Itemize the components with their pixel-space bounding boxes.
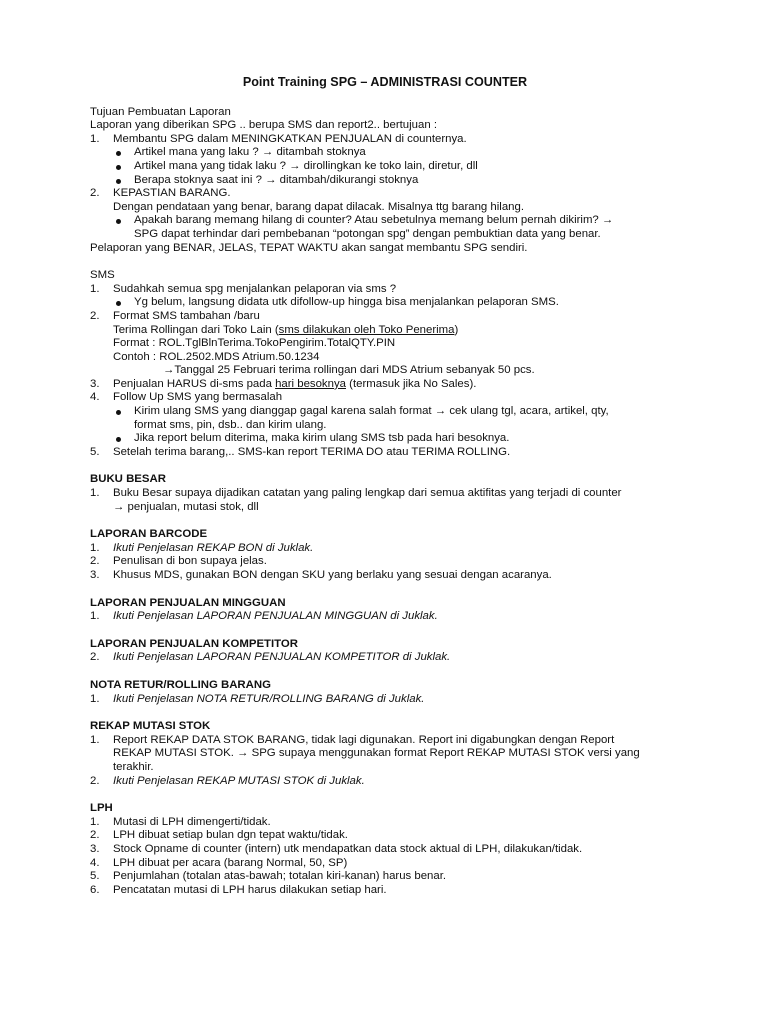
sms-format-line: Format : ROL.TglBlnTerima.TokoPengirim.TotalQTY.PIN bbox=[113, 337, 396, 350]
section-heading: NOTA RETUR/ROLLING BARANG bbox=[90, 678, 271, 691]
section-heading: LAPORAN PENJUALAN MINGGUAN bbox=[90, 596, 286, 609]
list-text: Pencatatan mutasi di LPH harus dilakukan setiap hari. bbox=[113, 883, 387, 896]
text-segment: Terima Rollingan dari Toko Lain ( bbox=[113, 323, 279, 336]
section-heading: LAPORAN PENJUALAN KOMPETITOR bbox=[90, 637, 298, 650]
text-segment: Penjualan HARUS di-sms pada bbox=[113, 377, 276, 390]
list-number: 2. bbox=[90, 651, 100, 664]
text-segment: (termasuk jika No Sales). bbox=[346, 377, 477, 390]
list-item bbox=[90, 283, 680, 297]
list-text: KEPASTIAN BARANG. bbox=[113, 187, 231, 200]
list-text-continuation: terakhir. bbox=[113, 760, 154, 773]
list-number: 1. bbox=[90, 733, 100, 746]
section-tujuan bbox=[90, 106, 680, 256]
list-number: 2. bbox=[90, 829, 100, 842]
list-item bbox=[90, 487, 680, 514]
list-number: 1. bbox=[90, 815, 100, 828]
section-buku-besar bbox=[90, 473, 680, 514]
list-item bbox=[90, 651, 680, 665]
list-number: 2. bbox=[90, 187, 100, 200]
list-number: 1. bbox=[90, 132, 100, 145]
list-number: 3. bbox=[90, 569, 100, 581]
list-number: 3. bbox=[90, 377, 100, 390]
list-item bbox=[90, 775, 680, 789]
list-item bbox=[90, 378, 680, 392]
section-heading: REKAP MUTASI STOK bbox=[90, 720, 211, 733]
list-item bbox=[90, 870, 680, 884]
list-text: Ikuti Penjelasan LAPORAN PENJUALAN KOMPETITOR di Juklak. bbox=[113, 651, 451, 664]
list-text: Buku Besar supaya dijadikan catatan yang paling lengkap dari semua aktifitas yang terjadi di counter bbox=[113, 487, 622, 500]
section-rekap-mutasi bbox=[90, 720, 680, 788]
sms-example-line: Contoh : ROL.2502.MDS Atrium.50.1234 bbox=[113, 350, 320, 363]
list-item bbox=[90, 610, 680, 624]
list-item bbox=[90, 884, 680, 898]
list-number: 4. bbox=[90, 856, 100, 869]
paragraph: Laporan yang diberikan SPG .. berupa SMS dan report2.. bertujuan : bbox=[90, 119, 437, 132]
list-item bbox=[90, 857, 680, 871]
bullet-item: Kirim ulang SMS yang dianggap gagal karena salah format → cek ulang tgl, acara, artikel, qty, bbox=[90, 405, 680, 419]
list-item bbox=[90, 446, 680, 460]
paragraph bbox=[90, 324, 680, 338]
section-heading: SMS bbox=[90, 269, 115, 282]
list-text: LPH dibuat setiap bulan dgn tepat waktu/tidak. bbox=[113, 829, 348, 842]
section-sms bbox=[90, 269, 680, 459]
list-item bbox=[90, 555, 680, 569]
bullet-item: Apakah barang memang hilang di counter? Atau sebetulnya memang belum pernah dikirim? → bbox=[90, 214, 680, 228]
section-laporan-barcode bbox=[90, 528, 680, 582]
section-heading: BUKU BESAR bbox=[90, 473, 166, 486]
list-text: Report REKAP DATA STOK BARANG, tidak lagi digunakan. Report ini digabungkan dengan Report bbox=[113, 733, 615, 746]
list-text: Mutasi di LPH dimengerti/tidak. bbox=[113, 815, 271, 828]
list-number: 2. bbox=[90, 555, 100, 568]
list-text: Stock Opname di counter (intern) utk mendapatkan data stock aktual di LPH, dilakukan/tidak. bbox=[113, 842, 583, 855]
list-number: 1. bbox=[90, 541, 100, 554]
bullet-item: Yg belum, langsung didata utk difollow-up hingga bisa menjalankan pelaporan SMS. bbox=[90, 296, 680, 310]
list-text: Ikuti Penjelasan LAPORAN PENJUALAN MINGGUAN di Juklak. bbox=[113, 610, 438, 623]
list-item bbox=[90, 829, 680, 843]
list-number: 4. bbox=[90, 391, 100, 404]
list-text: Penjumlahan (totalan atas-bawah; totalan kiri-kanan) harus benar. bbox=[113, 870, 447, 883]
list-text bbox=[113, 378, 680, 392]
list-item bbox=[90, 569, 680, 583]
bullet-continuation: format sms, pin, dsb.. dan kirim ulang. bbox=[134, 418, 327, 431]
bullet-item: Artikel mana yang laku ? → ditambah stoknya bbox=[90, 146, 680, 160]
list-text-continuation: REKAP MUTASI STOK. → SPG supaya menggunakan format Report REKAP MUTASI STOK versi yang bbox=[113, 747, 640, 760]
list-text-continuation: → penjualan, mutasi stok, dll bbox=[113, 500, 259, 513]
list-number: 5. bbox=[90, 870, 100, 883]
list-text: Penulisan di bon supaya jelas. bbox=[113, 555, 267, 568]
list-number: 6. bbox=[90, 883, 100, 896]
document-title: Point Training SPG – ADMINISTRASI COUNTER bbox=[242, 75, 528, 89]
bullet-continuation: SPG dapat terhindar dari pembebanan “potongan spg” dengan pembuktian data yang benar. bbox=[134, 227, 601, 240]
list-number: 2. bbox=[90, 774, 100, 787]
text-segment: ) bbox=[454, 323, 459, 336]
bullet-item: Jika report belum diterima, maka kirim ulang SMS tsb pada hari besoknya. bbox=[90, 432, 680, 446]
list-item bbox=[90, 734, 680, 775]
list-number: 1. bbox=[90, 692, 100, 705]
list-text: Setelah terima barang,.. SMS-kan report TERIMA DO atau TERIMA ROLLING. bbox=[113, 445, 511, 458]
list-item bbox=[90, 187, 680, 201]
underlined-text: sms dilakukan oleh Toko Penerima bbox=[278, 323, 455, 336]
section-heading: LPH bbox=[90, 802, 113, 815]
list-text: Ikuti Penjelasan NOTA RETUR/ROLLING BARANG di Juklak. bbox=[113, 692, 425, 705]
section-kompetitor bbox=[90, 638, 680, 665]
list-number: 1. bbox=[90, 282, 100, 295]
list-text: Follow Up SMS yang bermasalah bbox=[113, 391, 283, 404]
list-number: 5. bbox=[90, 445, 100, 458]
bullet-item: Berapa stoknya saat ini ? → ditambah/dikurangi stoknya bbox=[90, 174, 680, 188]
list-item bbox=[90, 816, 680, 830]
example-explanation: →Tanggal 25 Februari terima rollingan dari MDS Atrium sebanyak 50 pcs. bbox=[163, 364, 535, 377]
section-mingguan bbox=[90, 597, 680, 624]
section-lph bbox=[90, 802, 680, 897]
section-nota-retur bbox=[90, 679, 680, 706]
section-heading: Tujuan Pembuatan Laporan bbox=[90, 105, 231, 118]
list-item bbox=[90, 310, 680, 324]
list-text: Format SMS tambahan /baru bbox=[113, 309, 260, 322]
list-item bbox=[90, 843, 680, 857]
list-item bbox=[90, 133, 680, 147]
list-text: Ikuti Penjelasan REKAP MUTASI STOK di Juklak. bbox=[113, 774, 365, 787]
list-item bbox=[90, 542, 680, 556]
paragraph: Pelaporan yang BENAR, JELAS, TEPAT WAKTU akan sangat membantu SPG sendiri. bbox=[90, 241, 528, 254]
list-text: Sudahkah semua spg menjalankan pelaporan via sms ? bbox=[113, 282, 397, 295]
list-text: Ikuti Penjelasan REKAP BON di Juklak. bbox=[113, 541, 314, 554]
list-text: Membantu SPG dalam MENINGKATKAN PENJUALAN di counternya. bbox=[113, 132, 467, 145]
list-item bbox=[90, 693, 680, 707]
list-item bbox=[90, 391, 680, 405]
list-number: 3. bbox=[90, 842, 100, 855]
section-heading: LAPORAN BARCODE bbox=[90, 528, 208, 541]
bullet-item: Artikel mana yang tidak laku ? → dirollingkan ke toko lain, diretur, dll bbox=[90, 160, 680, 174]
paragraph: Dengan pendataan yang benar, barang dapat dilacak. Misalnya ttg barang hilang. bbox=[113, 200, 524, 213]
list-number: 1. bbox=[90, 610, 100, 623]
list-text: LPH dibuat per acara (barang Normal, 50, SP) bbox=[113, 856, 348, 869]
underlined-text: hari besoknya bbox=[275, 377, 346, 390]
list-number: 2. bbox=[90, 309, 100, 322]
list-number: 1. bbox=[90, 487, 100, 500]
document-page bbox=[90, 76, 680, 911]
list-text: Khusus MDS, gunakan BON dengan SKU yang berlaku yang sesuai dengan acaranya. bbox=[113, 569, 552, 581]
